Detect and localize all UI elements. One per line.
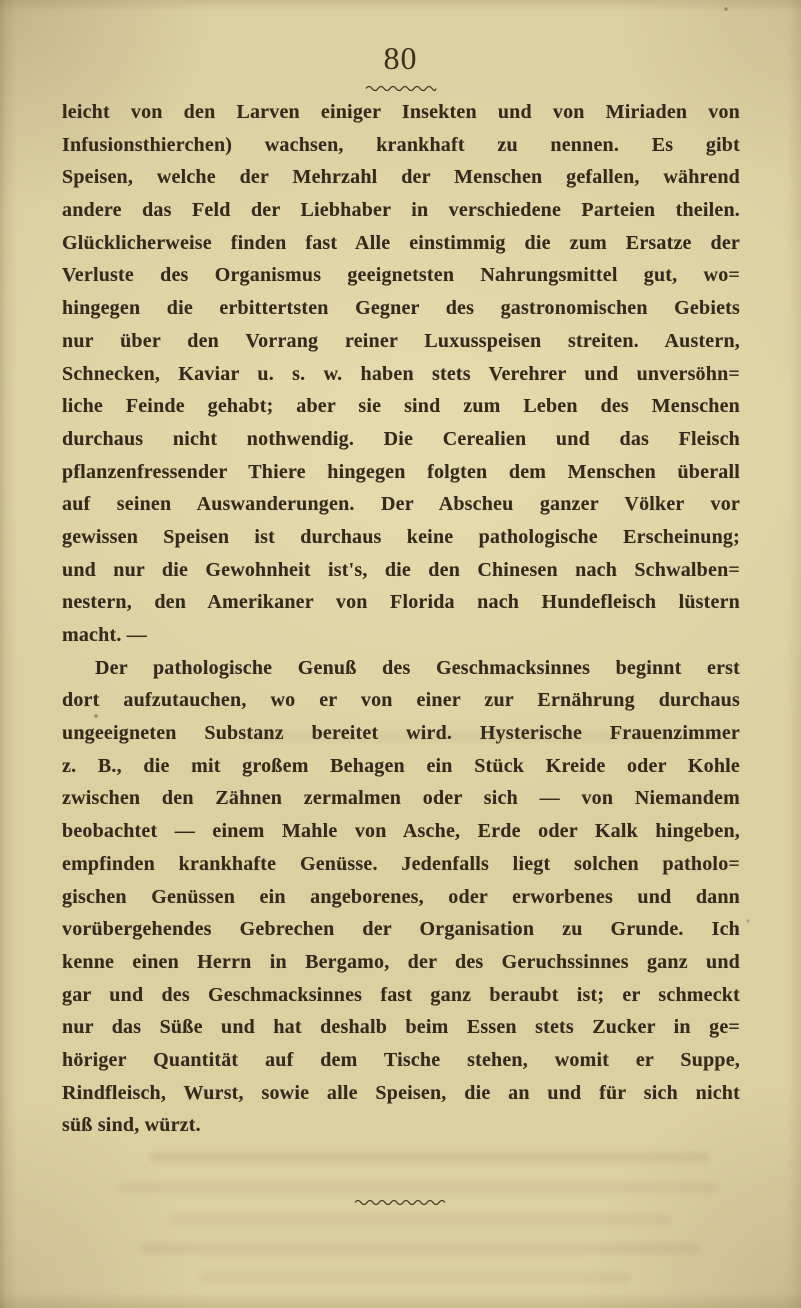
text-line: hingegen die erbittertsten Gegner des gastronomischen Gebiets — [62, 297, 740, 320]
page-number: 80 — [383, 40, 418, 76]
text-line: pflanzenfressender Thiere hingegen folgten dem Menschen überall — [62, 460, 740, 483]
text-line: Infusionsthierchen) wachsen, krankhaft zu nennen. Es gibt — [62, 133, 740, 156]
bleed-through-ghost-line — [200, 1272, 630, 1283]
text-line: leicht von den Larven einiger Insekten und von Miriaden von — [62, 101, 740, 123]
text-line: gar und des Geschmacksinnes fast ganz beraubt ist; er schmeckt — [62, 983, 740, 1006]
paragraph-start-line: Der pathologische Genuß des Geschmacksinnes beginnt erst — [95, 656, 740, 679]
page-body-text — [62, 96, 740, 1142]
paragraph-end-line: süß sind, würzt. — [62, 1114, 201, 1137]
text-line: nur das Süße und hat deshalb beim Essen stets Zucker in ge= — [62, 1016, 740, 1039]
text-line: Speisen, welche der Mehrzahl der Menschen gefallen, während — [62, 166, 740, 189]
text-line: gewissen Speisen ist durchaus keine pathologische Erscheinung; — [62, 525, 740, 548]
text-line: Glücklicherweise finden fast Alle einstimmig die zum Ersatze der — [62, 231, 740, 254]
text-line: auf seinen Auswanderungen. Der Abscheu ganzer Völker vor — [62, 493, 740, 516]
bleed-through-ghost-line — [118, 1182, 718, 1193]
text-line: beobachtet — einem Mahle von Asche, Erde oder Kalk hingeben, — [62, 820, 740, 843]
text-line: kenne einen Herrn in Bergamo, der des Geruchssinnes ganz und — [62, 950, 740, 973]
text-line: dort aufzutauchen, wo er von einer zur Ernährung durchaus — [62, 689, 740, 712]
text-line: Verluste des Organismus geeignetsten Nahrungsmittel gut, wo= — [62, 264, 740, 287]
text-line: nestern, den Amerikaner von Florida nach Hundefleisch lüstern — [62, 591, 740, 614]
text-line: z. B., die mit großem Behagen ein Stück Kreide oder Kohle — [62, 754, 740, 777]
text-line: Schnecken, Kaviar u. s. w. haben stets Verehrer und unversöhn= — [62, 362, 740, 385]
text-line: liche Feinde gehabt; aber sie sind zum Leben des Menschen — [62, 395, 740, 418]
text-line: andere das Feld der Liebhaber in verschiedene Parteien theilen. — [62, 199, 740, 222]
bleed-through-ghost-line — [170, 1214, 670, 1225]
text-line: vorübergehendes Gebrechen der Organisation zu Grunde. Ich — [62, 918, 740, 941]
page-header — [0, 40, 801, 92]
text-line: empfinden krankhafte Genüsse. Jedenfalls liegt solchen patholo= — [62, 852, 740, 875]
bleed-through-ghost-line — [240, 731, 670, 742]
text-line: ungeeigneten Substanz bereitet wird. Hysterische Frauenzimmer — [62, 722, 740, 745]
paragraph-end-line: macht. — — [62, 624, 147, 646]
text-line: und nur die Gewohnheit ist's, die den Chinesen nach Schwalben= — [62, 558, 740, 581]
text-line: höriger Quantität auf dem Tische stehen, womit er Suppe, — [62, 1048, 740, 1071]
wavy-rule-icon — [354, 1197, 448, 1206]
wavy-rule-icon — [365, 83, 437, 92]
text-line: gischen Genüssen ein angeborenes, oder erworbenes und dann — [62, 885, 740, 908]
bleed-through-ghost-line — [140, 1243, 700, 1254]
text-line: Rindfleisch, Wurst, sowie alle Speisen, die an und für sich nicht — [62, 1081, 740, 1104]
text-line: zwischen den Zähnen zermalmen oder sich — von Niemandem — [62, 787, 740, 810]
text-line: nur über den Vorrang reiner Luxusspeisen streiten. Austern, — [62, 329, 740, 352]
bleed-through-ghost-line — [150, 1152, 710, 1163]
footer-ornament — [62, 1193, 740, 1211]
text-line: durchaus nicht nothwendig. Die Cerealien und das Fleisch — [62, 427, 740, 450]
